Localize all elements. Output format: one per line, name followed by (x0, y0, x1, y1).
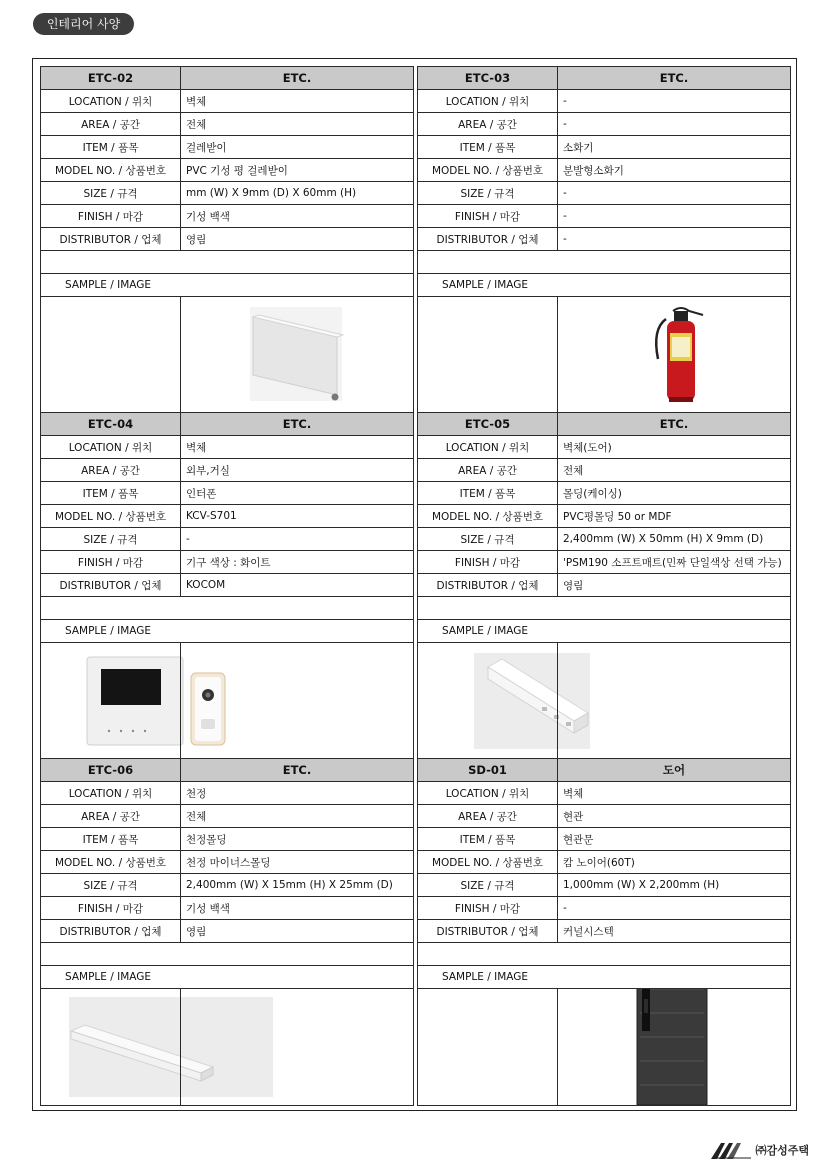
row-label-location: LOCATION / 위치 (418, 436, 558, 459)
sample-image-label: SAMPLE / IMAGE (418, 620, 791, 643)
row-value-finish: - (558, 205, 791, 228)
row-label-location: LOCATION / 위치 (41, 436, 181, 459)
row-value-model: PVC평몰딩 50 or MDF (558, 505, 791, 528)
row-label-finish: FINISH / 마감 (41, 205, 181, 228)
row-label-model: MODEL NO. / 상품번호 (41, 159, 181, 182)
row-value-location: 천정 (181, 782, 414, 805)
baseboard-image (41, 297, 413, 413)
row-value-finish: 기성 백색 (181, 897, 414, 920)
spec-panel (40, 758, 413, 1103)
row-value-model: PVC 기성 평 걸레받이 (181, 159, 414, 182)
row-label-finish: FINISH / 마감 (418, 897, 558, 920)
row-value-size: 2,400mm (W) X 50mm (H) X 9mm (D) (558, 528, 791, 551)
row-label-finish: FINISH / 마감 (41, 897, 181, 920)
row-value-location: 벽체 (558, 782, 791, 805)
panel-code: ETC-05 (418, 413, 558, 436)
row-value-area: 외부,거실 (181, 459, 414, 482)
row-label-distributor: DISTRIBUTOR / 업체 (41, 228, 181, 251)
row-label-distributor: DISTRIBUTOR / 업체 (418, 574, 558, 597)
spec-panel (40, 66, 413, 411)
row-value-item: 걸레받이 (181, 136, 414, 159)
row-label-distributor: DISTRIBUTOR / 업체 (418, 920, 558, 943)
row-value-area: 전체 (558, 459, 791, 482)
page-title-badge: 인테리어 사양 (33, 13, 134, 35)
sample-image-cell (418, 643, 791, 760)
panel-category: ETC. (181, 67, 414, 90)
row-label-model: MODEL NO. / 상품번호 (41, 505, 181, 528)
row-value-distributor: 영림 (181, 920, 414, 943)
row-label-size: SIZE / 규격 (41, 874, 181, 897)
company-name: ㈜감성주택 (755, 1144, 809, 1157)
molding-image (418, 643, 790, 759)
row-value-size: mm (W) X 9mm (D) X 60mm (H) (181, 182, 414, 205)
row-value-size: 1,000mm (W) X 2,200mm (H) (558, 874, 791, 897)
row-value-item: 몰딩(케이싱) (558, 482, 791, 505)
panel-code: ETC-03 (418, 67, 558, 90)
spec-panel (417, 412, 790, 757)
row-value-location: - (558, 90, 791, 113)
row-value-area: 전체 (181, 113, 414, 136)
row-label-item: ITEM / 품목 (418, 136, 558, 159)
row-value-distributor: 영림 (181, 228, 414, 251)
row-label-size: SIZE / 규격 (41, 528, 181, 551)
sample-image-cell (41, 297, 414, 414)
row-label-finish: FINISH / 마감 (418, 205, 558, 228)
row-label-model: MODEL NO. / 상품번호 (418, 505, 558, 528)
row-label-item: ITEM / 품목 (418, 482, 558, 505)
row-value-distributor: KOCOM (181, 574, 414, 597)
sample-image-cell (418, 297, 791, 414)
row-value-item: 천정몰딩 (181, 828, 414, 851)
row-value-distributor: 영림 (558, 574, 791, 597)
sample-image-label: SAMPLE / IMAGE (41, 620, 414, 643)
row-value-area: 현관 (558, 805, 791, 828)
row-value-finish: 'PSM190 소프트매트(민짜 단일색상 선택 가능) (558, 551, 791, 574)
row-label-area: AREA / 공간 (418, 805, 558, 828)
row-label-location: LOCATION / 위치 (41, 90, 181, 113)
row-value-item: 현관문 (558, 828, 791, 851)
company-logo (711, 1140, 809, 1160)
row-value-item: 인터폰 (181, 482, 414, 505)
spacer-row (418, 943, 791, 966)
row-value-model: 천정 마이너스몰딩 (181, 851, 414, 874)
row-label-size: SIZE / 규격 (418, 874, 558, 897)
row-label-finish: FINISH / 마감 (41, 551, 181, 574)
row-label-area: AREA / 공간 (418, 459, 558, 482)
ceiling-molding-image (41, 989, 413, 1105)
row-value-location: 벽체 (181, 436, 414, 459)
row-value-item: 소화기 (558, 136, 791, 159)
row-value-finish: 기구 색상 : 화이트 (181, 551, 414, 574)
panel-code: SD-01 (418, 759, 558, 782)
spacer-row (41, 597, 414, 620)
sample-image-label: SAMPLE / IMAGE (41, 274, 414, 297)
logo-mark-icon (711, 1141, 751, 1159)
row-value-area: - (558, 113, 791, 136)
row-value-model: 분발형소화기 (558, 159, 791, 182)
row-label-model: MODEL NO. / 상품번호 (418, 159, 558, 182)
row-value-size: 2,400mm (W) X 15mm (H) X 25mm (D) (181, 874, 414, 897)
row-label-item: ITEM / 품목 (418, 828, 558, 851)
spec-panel (40, 412, 413, 757)
row-label-size: SIZE / 규격 (41, 182, 181, 205)
sample-image-cell (41, 989, 414, 1106)
row-label-area: AREA / 공간 (41, 805, 181, 828)
sample-image-label: SAMPLE / IMAGE (418, 274, 791, 297)
row-label-model: MODEL NO. / 상품번호 (418, 851, 558, 874)
row-value-location: 벽체(도어) (558, 436, 791, 459)
row-label-distributor: DISTRIBUTOR / 업체 (418, 228, 558, 251)
row-label-distributor: DISTRIBUTOR / 업체 (41, 920, 181, 943)
sample-image-cell (418, 989, 791, 1106)
entrance-door-image (418, 989, 790, 1105)
row-value-size: - (181, 528, 414, 551)
row-value-area: 전체 (181, 805, 414, 828)
row-label-item: ITEM / 품목 (41, 136, 181, 159)
fire-extinguisher-image (418, 297, 790, 413)
spacer-row (41, 251, 414, 274)
row-label-area: AREA / 공간 (418, 113, 558, 136)
panel-category: ETC. (558, 67, 791, 90)
row-value-distributor: - (558, 228, 791, 251)
sample-image-label: SAMPLE / IMAGE (41, 966, 414, 989)
panel-category: ETC. (558, 413, 791, 436)
spec-panel (417, 758, 790, 1103)
row-value-distributor: 커널시스텍 (558, 920, 791, 943)
row-label-location: LOCATION / 위치 (418, 90, 558, 113)
row-label-item: ITEM / 품목 (41, 482, 181, 505)
row-label-location: LOCATION / 위치 (41, 782, 181, 805)
panel-category: 도어 (558, 759, 791, 782)
sample-image-cell (41, 643, 414, 760)
row-label-distributor: DISTRIBUTOR / 업체 (41, 574, 181, 597)
row-value-size: - (558, 182, 791, 205)
panel-code: ETC-02 (41, 67, 181, 90)
row-label-location: LOCATION / 위치 (418, 782, 558, 805)
panel-code: ETC-04 (41, 413, 181, 436)
row-label-area: AREA / 공간 (41, 113, 181, 136)
row-value-location: 벽체 (181, 90, 414, 113)
row-label-item: ITEM / 품목 (41, 828, 181, 851)
sample-image-label: SAMPLE / IMAGE (418, 966, 791, 989)
panel-category: ETC. (181, 759, 414, 782)
spec-panel (417, 66, 790, 411)
spacer-row (418, 251, 791, 274)
row-label-size: SIZE / 규격 (418, 182, 558, 205)
spacer-row (41, 943, 414, 966)
panel-code: ETC-06 (41, 759, 181, 782)
row-label-area: AREA / 공간 (41, 459, 181, 482)
panel-category: ETC. (181, 413, 414, 436)
intercom-image (41, 643, 413, 759)
row-value-finish: 기성 백색 (181, 205, 414, 228)
spacer-row (418, 597, 791, 620)
row-label-size: SIZE / 규격 (418, 528, 558, 551)
row-value-model: 캄 노이어(60T) (558, 851, 791, 874)
row-label-finish: FINISH / 마감 (418, 551, 558, 574)
row-value-model: KCV-S701 (181, 505, 414, 528)
row-value-finish: - (558, 897, 791, 920)
row-label-model: MODEL NO. / 상품번호 (41, 851, 181, 874)
